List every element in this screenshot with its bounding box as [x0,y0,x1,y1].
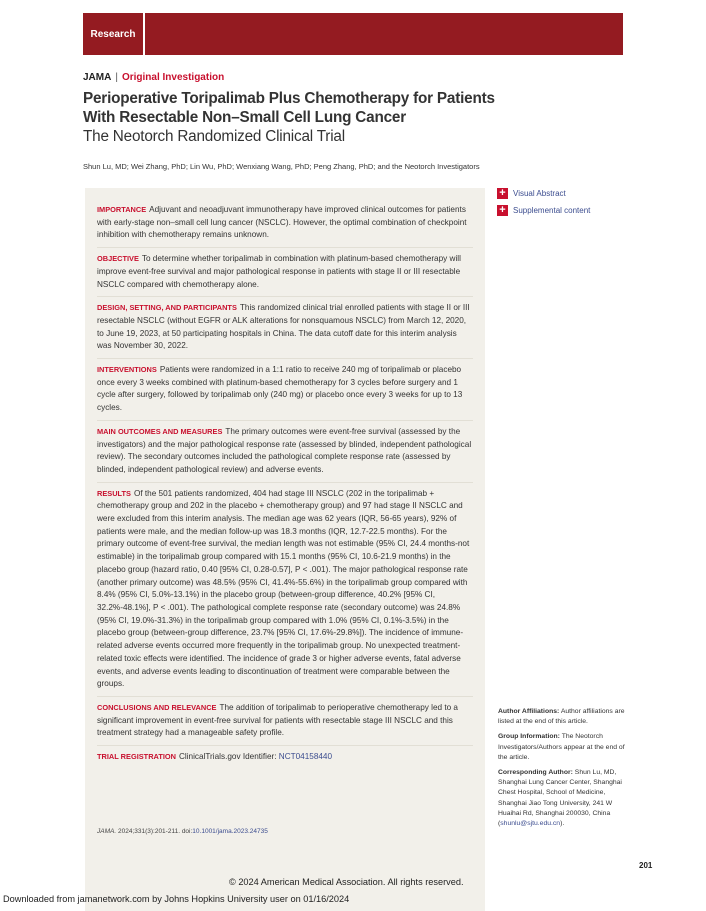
abstract-registration [97,751,473,769]
side-links [497,188,590,222]
section-text: Adjuvant and neoadjuvant immunotherapy have improved clinical outcomes for patients with early-stage non–small cell lung cancer (NSCLC). However, the optimal combination of checkpoint inhibition with chemotherapy remains unknown. [97,205,467,240]
corresponding-author [498,768,626,829]
abstract-interventions [97,364,473,421]
banner-fill [145,13,623,55]
title-line-2: With Resectable Non–Small Cell Lung Cancer [83,109,406,126]
section-heading: RESULTS [97,488,131,498]
journal-line [83,72,224,83]
trial-registration-link[interactable]: NCT04158440 [278,752,333,762]
section-text: The primary outcomes were event-free survival (assessed by the investigators) and the major pathological response rate (assessed by blinded, independent pathological review). The secondary outcomes included the pathological complete response rate (assessed by blinded, independent pathological review) and adverse events. [97,426,472,474]
section-heading: MAIN OUTCOMES AND MEASURES [97,426,223,436]
section-heading: OBJECTIVE [97,254,139,264]
article-title [83,89,523,146]
supplemental-content-label: Supplemental content [513,206,591,215]
section-text: The addition of toripalimab to perioperative chemotherapy led to a significant improvement in event-free survival for patients with resectable stage III NSCLC and this treatment strategy had a manageable safety profile. [97,702,458,738]
journal-name: JAMA [83,72,112,83]
plus-icon: + [497,205,508,216]
email-link[interactable]: shunlu@sjtu.edu.cn [500,820,561,828]
visual-abstract-link[interactable] [497,188,590,199]
side-notes [498,707,626,834]
group-information [498,732,626,763]
abstract-design [97,302,473,359]
section-text: ClinicalTrials.gov Identifier: [178,752,277,762]
abstract-importance [97,204,473,248]
citation-journal: JAMA. [97,828,117,835]
banner-label: Research [83,13,145,55]
abstract-objective [97,253,473,297]
copyright-notice: © 2024 American Medical Association. All rights reserved. [229,877,464,887]
section-text: Patients were randomized in a 1:1 ratio to receive 240 mg of toripalimab or placebo once every 3 weeks combined with platinum-based chemotherapy for 3 cycles before surgery and 1 cycle after surgery, followed by toripalimab only (240 mg) or placebo once every 3 weeks for up to 13 cycles. [97,365,463,413]
download-notice: Downloaded from jamanetwork.com by Johns Hopkins University user on 01/16/2024 [3,894,350,904]
doi-link[interactable]: 10.1001/jama.2023.24735 [192,828,268,835]
abstract-box [85,188,485,911]
note-text: Shun Lu, MD, Shanghai Lung Cancer Center, Shanghai Chest Hospital, School of Medicine, Shanghai Jiao Tong University, 241 W Huaihai Rd, Shanghai 200030, China ( [498,769,622,828]
section-banner [83,13,623,55]
journal-separator: | [115,72,118,83]
plus-icon: + [497,188,508,199]
visual-abstract-label: Visual Abstract [513,189,566,198]
note-text: Author affiliations are listed at the end of this article. [498,708,625,726]
section-heading: TRIAL REGISTRATION [97,752,176,762]
section-text: This randomized clinical trial enrolled patients with stage II or III resectable NSCLC (without EGFR or ALK alterations for nonsquamous NSCLC) from March 12, 2020, to June 19, 2023, at 50 participating hospitals in China. The data cutoff date for this interim analysis was November 30, 2022. [97,303,470,351]
title-line-1: Perioperative Toripalimab Plus Chemotherapy for Patients [83,90,495,107]
author-list: Shun Lu, MD; Wei Zhang, PhD; Lin Wu, PhD; Wenxiang Wang, PhD; Peng Zhang, PhD; and the Neotorch Investigators [83,162,480,171]
author-affiliations [498,707,626,727]
section-heading: IMPORTANCE [97,205,147,214]
note-heading: Author Affiliations: [498,708,560,715]
article-type: Original Investigation [121,72,225,83]
page-number: 201 [639,861,653,870]
section-heading: CONCLUSIONS AND RELEVANCE [97,702,217,712]
abstract-conclusions [97,702,473,746]
note-heading: Corresponding Author: [498,769,573,777]
note-heading: Group Information: [498,733,560,741]
section-heading: INTERVENTIONS [97,365,157,375]
section-text: To determine whether toripalimab in combination with platinum-based chemotherapy will improve event-free survival and major pathological response in patients with stage II or III resectable NSCLC compared with chemotherapy alone. [97,254,461,289]
abstract-results [97,488,473,697]
note-text: The Neotorch Investigators/Authors appear at the end of the article. [498,733,625,761]
citation-text: 2024;331(3):201-211. doi: [117,828,193,835]
article-subtitle: The Neotorch Randomized Clinical Trial [83,128,345,145]
citation [97,828,268,835]
section-text: Of the 501 patients randomized, 404 had stage III NSCLC (202 in the toripalimab + chemotherapy group and 202 in the placebo + chemotherapy group) and 97 had stage II NSCLC and were excluded from this interim analysis. The median age was 62 years (IQR, 56-65 years), 92% of patients were male, and the median follow-up was 18.3 months (IQR, 12.7-22.5 months). For the primary outcome of event-free survival, the median length was not estimable (95% CI, 24.4 months-not estimable) in the toripalimab group compared with 15.1 months (95% CI, 10.6-21.9 months) in the placebo group (hazard ratio, 0.40 [95% CI, 0.28-0.57], P < .001). The major pathological response rate (another primary outcome) was 48.5% (95% CI, 41.4%-55.6%) in the toripalimab group compared with 8.4% (95% CI, 5.0%-13.1%) in the placebo group (between-group difference, 40.2% [95% CI, 32.2%-48.1%], P < .001). The pathological complete response rate (secondary outcome) was 24.8% (95% CI, 19.0%-31.3%) in the toripalimab group compared with 1.0% (95% CI, 0.1%-3.5%) in the placebo group (between-group difference, 23.7% [95% CI, 17.6%-29.8%]). The incidence of immune-related adverse events occurred more frequently in the toripalimab group. No unexpected treatment-related toxic effects were identified. The incidence of grade 3 or higher adverse events, fatal adverse events, and adverse events leading to discontinuation of treatment were comparable between the groups. [97,488,470,689]
note-tail: ). [560,820,565,828]
abstract-outcomes [97,426,473,483]
supplemental-content-link[interactable] [497,205,590,216]
section-heading: DESIGN, SETTING, AND PARTICIPANTS [97,303,237,313]
